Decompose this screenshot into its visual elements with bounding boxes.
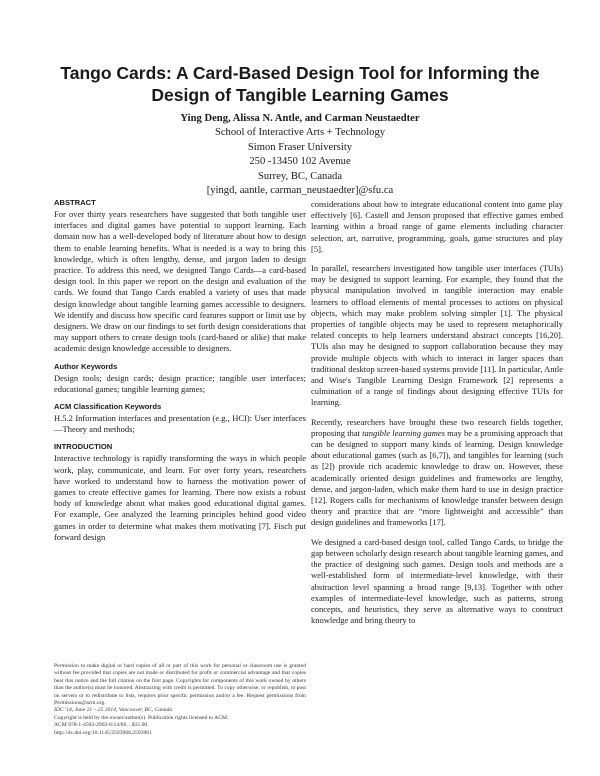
author-emails: [yingd, aantle, carman_neustaedter]@sfu.ca — [206, 185, 394, 197]
isbn-line: ACM 978-1-4503-2902-6/14/06…$15.00. — [54, 722, 149, 729]
abstract-heading: ABSTRACT — [54, 198, 96, 207]
right-column — [311, 199, 563, 626]
author-block — [100, 112, 500, 198]
right-paragraph-2: In parallel, researchers investigated how tangible user interfaces (TUIs) may be designed to support learning. For example, they found that the physical manipulation involved in tangible interaction may enable learners to offload elements of mental processes to actions on physical objects, which may make problem solving simpler [1]. The physical properties of tangible objects may be used to represent metaphorically related concepts to help learners understand abstract concepts [16,20]. TUIs also may be designed to support collaboration because they may provide multiple objects with which to interact in larger spaces than traditional desktop screen-based systems provide [11]. In particular, Antle and Wise's Tangible Learning Design Framework [2] represents a culmination of a range of findings about designing effective TUIs for learning. — [311, 263, 563, 408]
affiliation-street: 250 -13450 102 Avenue — [249, 156, 351, 168]
p3-emphasis: tangible learning games — [362, 427, 445, 438]
affiliation-city: Surrey, BC, Canada — [257, 170, 343, 182]
right-paragraph-1: considerations about how to integrate educational content into game play effectively [6]. Castell and Jenson proposed that effective games embed learning within a broad range of game elements including character selection, art, narrative, programming, goals, game structures and play [5]. — [311, 199, 563, 254]
p3-rest: may be a promising approach that can be designed to support many kinds of learning. Design knowledge about educational games (such as [6,7]), and tangibles for learning (such as [2]) provide rich academic knowledge to draw on. However, these academically oriented design guidelines and frameworks are lengthy, dense, and jargon-laden, which make them hard to use in design practice [12]. Rogers calls for mechanisms of knowledge transfer between design theory and practice that are “more lightweight and accessible” than design guidelines and frameworks [17]. — [311, 427, 563, 528]
author-keywords-text: Design tools; design cards; design practice; tangible user interfaces; educational games; tangible learning games; — [54, 372, 306, 394]
right-paragraph-4: We designed a card-based design tool, called Tango Cards, to bridge the gap between scholarly design research about tangible learning games, and the practice of designing such games. Design tools and methods are a well-established form of intermediate-level knowledge, with their abstraction level spanning a broad range [9,13]. Together with other examples of intermediate-level knowledge, such as patterns, strong concepts, and heuristics, they serve as alternative ways to construct knowledge and bring theory to — [311, 536, 563, 626]
introduction-text: Interactive technology is rapidly transforming the ways in which people work, play, communicate, and learn. For over forty years, researchers have worked to understand how to harness the motivation power of games to create effective games for learning. There now exists a robust body of knowledge about what makes good educational digital games. For example, Gee analyzed the learning principles behind good video games in order to determine what makes them motivating [7]. Fisch put forward design — [54, 453, 306, 542]
acm-keywords-heading: ACM Classification Keywords — [54, 402, 162, 412]
right-paragraph-3 — [311, 417, 563, 529]
permission-notice: Permission to make digital or hard copies of all or part of this work for personal or classroom use is granted without fee provided that copies are not made or distributed for profit or commercial advantage and that copies bear this notice and the full citation on the first page. Copyrights for components of this work owned by others than the author(s) must be honored. Abstracting with credit is permitted. To copy otherwise, or republish, to post on servers or to redistribute to lists, requires prior specific permission and/or a fee. Request permissions from Permissions@acm.org. — [54, 663, 306, 707]
affiliation-school: School of Interactive Arts + Technology — [214, 127, 386, 139]
introduction-heading: INTRODUCTION — [54, 442, 113, 452]
left-column — [54, 198, 306, 543]
doi-link[interactable]: http://dx.doi.org/10.1145/2593968.2593961 — [54, 729, 152, 736]
p3-lead: Recently, researchers have brought these two research fields together, proposing that — [311, 416, 563, 438]
conference-name: IDC '14, June 21 – 25 2014, Vancouver, BC, Canada — [54, 707, 173, 714]
abstract-text: For over thirty years researchers have suggested that both tangible user interfaces and digital games have potential to support learning. Each domain now has a well-developed body of literature about how to design them to enable learning benefits. What is needed is a way to bring this knowledge, which is often lengthy, dense, and jargon laden to design practice. To address this need, we designed Tango Cards—a card-based design tool. In this paper we report on the design and evaluation of the cards. We found that Tango Cards enabled a variety of uses that made design knowledge about tangible learning games accessible to designers. We identify and discuss how specific card features support or limit use by designers. We draw on our findings to set forth design considerations that may support others to create design tools (card-based or alike) that make academic design knowledge accessible to designers. — [54, 209, 306, 354]
conference-info — [54, 707, 306, 714]
copyright-footnote — [54, 663, 306, 737]
acm-keywords-text: H.5.2 Information interfaces and presentation (e.g., HCI): User interfaces—Theory and methods; — [54, 413, 306, 435]
copyright-line: Copyright is held by the owner/author(s). Publication rights licensed to ACM. — [54, 714, 229, 721]
paper-title: Tango Cards: A Card-Based Design Tool for Informing the Design of Tangible Learning Games — [60, 63, 540, 105]
author-names: Ying Deng, Alissa N. Antle, and Carman Neustaedter — [180, 113, 420, 124]
author-keywords-heading: Author Keywords — [54, 361, 118, 371]
affiliation-university: Simon Fraser University — [247, 141, 353, 153]
